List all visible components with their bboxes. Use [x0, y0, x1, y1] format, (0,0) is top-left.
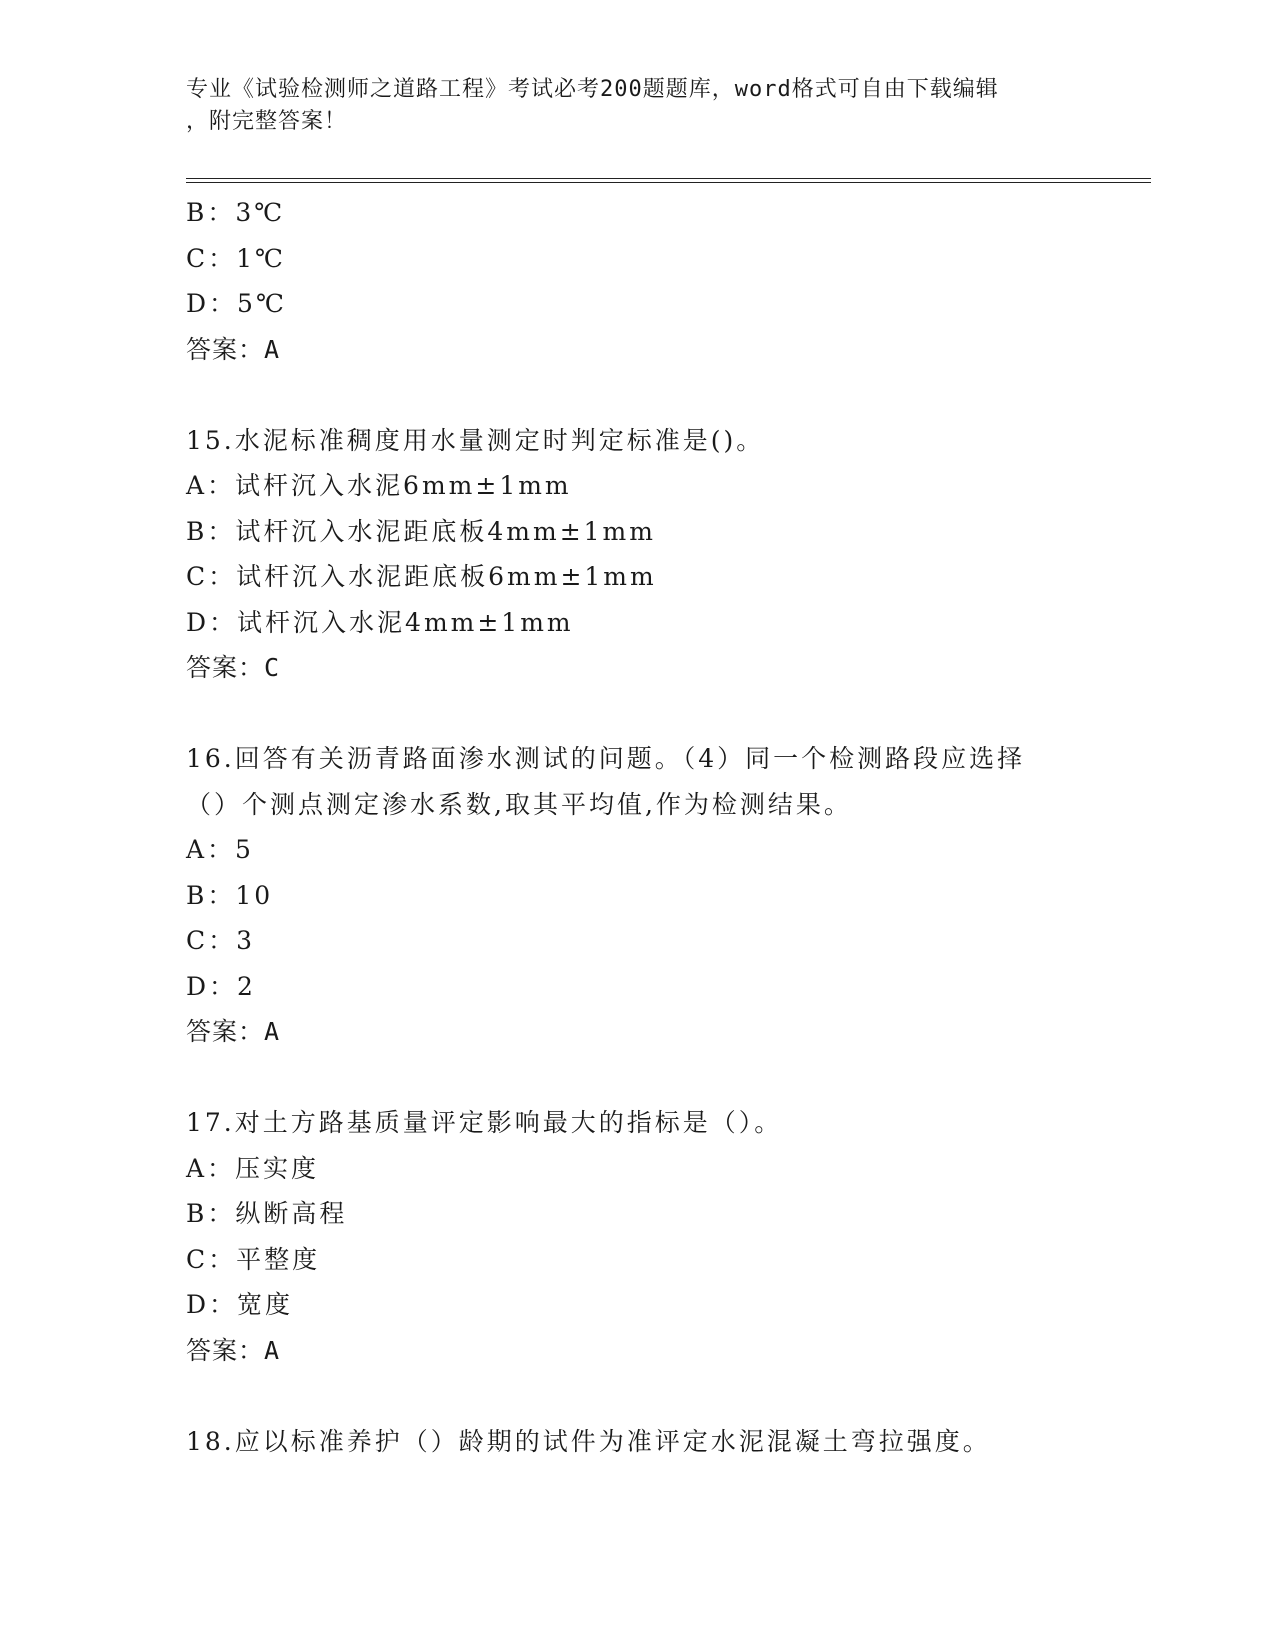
option-d: D：宽度 — [186, 1290, 294, 1319]
option-b: B：纵断高程 — [186, 1199, 348, 1228]
answer-line: 答案：A — [186, 1335, 281, 1365]
question-18 — [186, 1419, 1066, 1465]
question-14 — [186, 190, 1066, 372]
spacer — [186, 1055, 1066, 1101]
question-16 — [186, 736, 1066, 1055]
header-divider — [186, 178, 1151, 183]
question-text: 18.应以标准养护（）龄期的试件为准评定水泥混凝土弯拉强度。 — [186, 1426, 991, 1456]
question-text: 15.水泥标准稠度用水量测定时判定标准是()。 — [186, 425, 765, 455]
option-c: C：3 — [186, 926, 256, 955]
option-d: D：2 — [186, 971, 256, 1001]
option-c: C：1℃ — [186, 243, 287, 273]
option-c: C：试杆沉入水泥距底板6mm±1mm — [186, 562, 657, 591]
question-text: 17.对土方路基质量评定影响最大的指标是（）。 — [186, 1108, 783, 1137]
answer-line: 答案：A — [186, 334, 281, 364]
option-d: D：5℃ — [186, 289, 287, 318]
spacer — [186, 372, 1066, 418]
page-header — [186, 74, 1066, 138]
header-line-2: ，附完整答案！ — [186, 109, 348, 134]
spacer — [186, 691, 1066, 737]
question-15 — [186, 418, 1066, 691]
spacer — [186, 1373, 1066, 1419]
question-text-line-1: 16.回答有关沥青路面渗水测试的问题。（4）同一个检测路段应选择 — [186, 744, 1026, 773]
question-list — [186, 190, 1066, 1464]
option-b: B：10 — [186, 880, 274, 910]
answer-line: 答案：C — [186, 653, 281, 682]
header-line-1: 专业《试验检测师之道路工程》考试必考200题题库，word格式可自由下载编辑 — [186, 77, 999, 102]
question-text-line-2: （）个测点测定渗水系数,取其平均值,作为检测结果。 — [186, 789, 852, 819]
option-b: B：试杆沉入水泥距底板4mm±1mm — [186, 516, 656, 546]
question-17 — [186, 1100, 1066, 1373]
option-a: A：试杆沉入水泥6mm±1mm — [186, 471, 572, 500]
answer-line: 答案：A — [186, 1017, 281, 1046]
option-a: A：5 — [186, 835, 254, 864]
option-c: C：平整度 — [186, 1244, 321, 1274]
option-b: B：3℃ — [186, 198, 286, 227]
option-d: D：试杆沉入水泥4mm±1mm — [186, 607, 574, 637]
option-a: A：压实度 — [186, 1153, 320, 1183]
